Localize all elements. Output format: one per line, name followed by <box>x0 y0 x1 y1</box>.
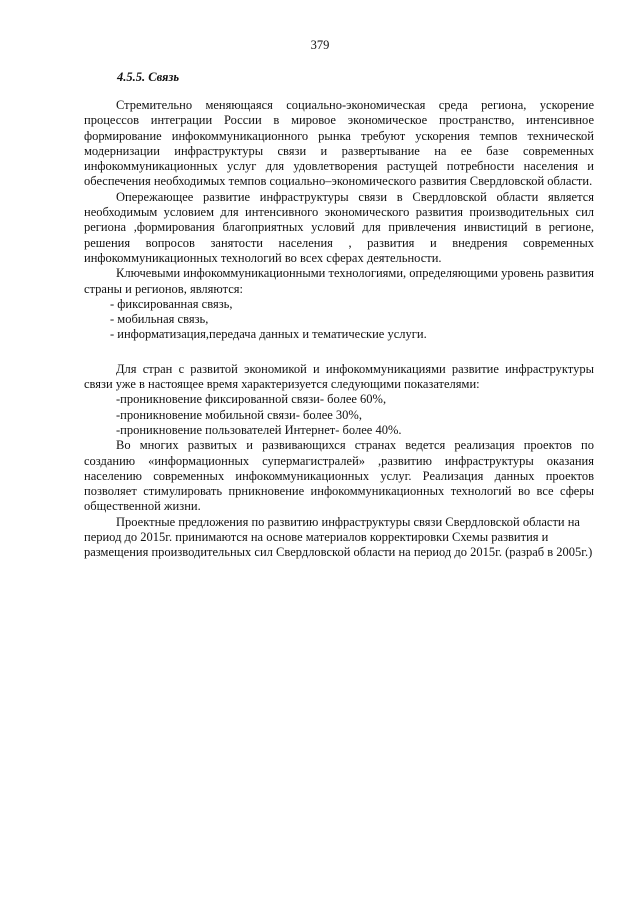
paragraph-supermagistrals: Во многих развитых и развивающихся странах ведется реализация проектов по созданию «информационных супермагистралей» ,развитию инфраструктуры оказания населению современных инфокоммуникационных услуг. Реализация данных проектов позволяет стимулировать прникновение инфокоммуникационных технологий во все сферы общественной жизни. <box>84 438 594 514</box>
list-item: -проникновение мобильной связи- более 30%, <box>116 407 362 422</box>
list-item: -проникновение пользователей Интернет- более 40%. <box>116 422 402 437</box>
list-item: - мобильная связь, <box>110 312 209 327</box>
paragraph-intro: Стремительно меняющаяся социально-экономическая среда региона, ускорение процессов интеграции России в мировое экономическое пространство, интенсивное формирование инфокоммуникационного рынка требуют ускорения темпов технической модернизации инфраструктуры связи и развертывание на ее базе современных инфокоммуникационных услуг для удовлетворения растущей потребности населения и обеспечения необходимых темпов социально–экономического развития Свердловской области. <box>84 98 594 189</box>
paragraph-proposals: Проектные предложения по развитию инфраструктуры связи Свердловской области на период до 2015г. принимаются на основе материалов корректировки Схемы развития и размещения производительных сил Свердловской области на период до 2015г. (разраб в 2005г.) <box>84 514 593 560</box>
technologies-list <box>84 297 594 343</box>
paragraph-key-technologies: Ключевыми инфокоммуникационными технологиями, определяющими уровень развития страны и регионов, являются: <box>84 266 594 296</box>
paragraph-infrastructure: Опережающее развитие инфраструктуры связи в Свердловской области является необходимым условием для интенсивного экономического развития производительных сил региона ,формирования благоприятных условий для привлечения инвистиций в регионе, решения вопросов занятости населения , развития и внедрения современных инфокоммуникационных технологий во всех сферах деятельности. <box>84 189 594 265</box>
paragraph-developed-countries: Для стран с развитой экономикой и инфокоммуникациями развитие инфраструктуры связи уже в настоящее время характеризуется следующими показателями: <box>84 361 594 392</box>
document-body <box>84 98 594 561</box>
list-item: -проникновение фиксированной связи- более 60%, <box>116 392 387 407</box>
indicators-list <box>84 392 594 438</box>
list-item: - информатизация,передача данных и тематические услуги. <box>110 327 427 342</box>
paragraph-gap <box>84 343 594 358</box>
section-title: 4.5.5. Связь <box>117 70 180 84</box>
list-item: - фиксированная связь, <box>110 296 233 311</box>
page-number: 379 <box>310 38 330 52</box>
